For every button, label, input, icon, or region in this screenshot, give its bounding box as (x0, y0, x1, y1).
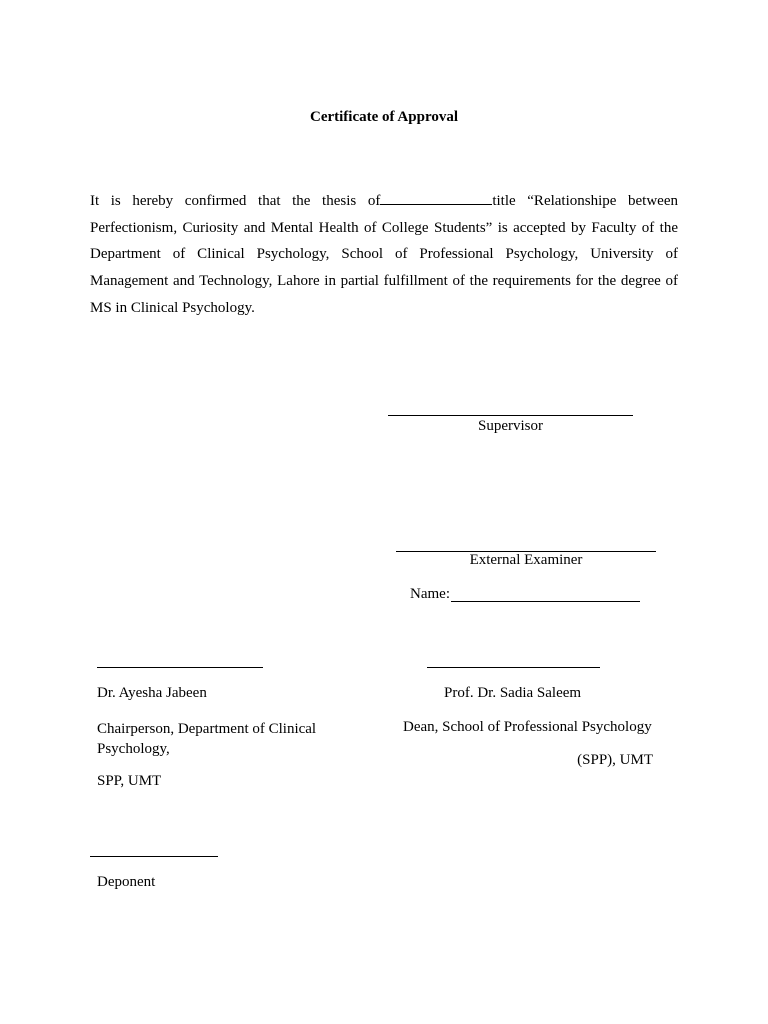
external-examiner-caption: External Examiner (469, 552, 583, 568)
deponent-caption: Deponent (97, 874, 156, 890)
external-examiner-name-line (451, 601, 640, 602)
chairperson-title: Chairperson, Department of Clinical Psychology, (97, 721, 317, 757)
supervisor-caption: Supervisor (478, 418, 543, 434)
deponent-signature-line (90, 856, 218, 857)
paragraph-suffix: title “Relationshipe between Perfectionism, Curiosity and Mental Health of College Students” is accepted by Faculty of the Department of Clinical Psychology, School of Professional Psychology, University of Management and Technology, Lahore in partial fulfillment of the requirements for the degree of MS in Clinical Psychology. (90, 193, 678, 316)
page-title: Certificate of Approval (309, 109, 459, 125)
dean-title: Dean, School of Professional Psychology (403, 719, 652, 735)
chairperson-name: Dr. Ayesha Jabeen (97, 685, 207, 701)
chairperson-signature-line (97, 667, 263, 668)
supervisor-signature-line (388, 415, 633, 416)
dean-signature-line (427, 667, 600, 668)
paragraph-prefix: It is hereby confirmed that the thesis of (90, 193, 381, 209)
dean-affiliation: (SPP), UMT (577, 752, 653, 768)
external-examiner-name-label: Name: (410, 586, 450, 602)
certificate-paragraph (90, 188, 678, 322)
dean-name: Prof. Dr. Sadia Saleem (444, 685, 582, 701)
thesis-author-blank (380, 191, 492, 205)
chairperson-affiliation: SPP, UMT (97, 773, 162, 789)
